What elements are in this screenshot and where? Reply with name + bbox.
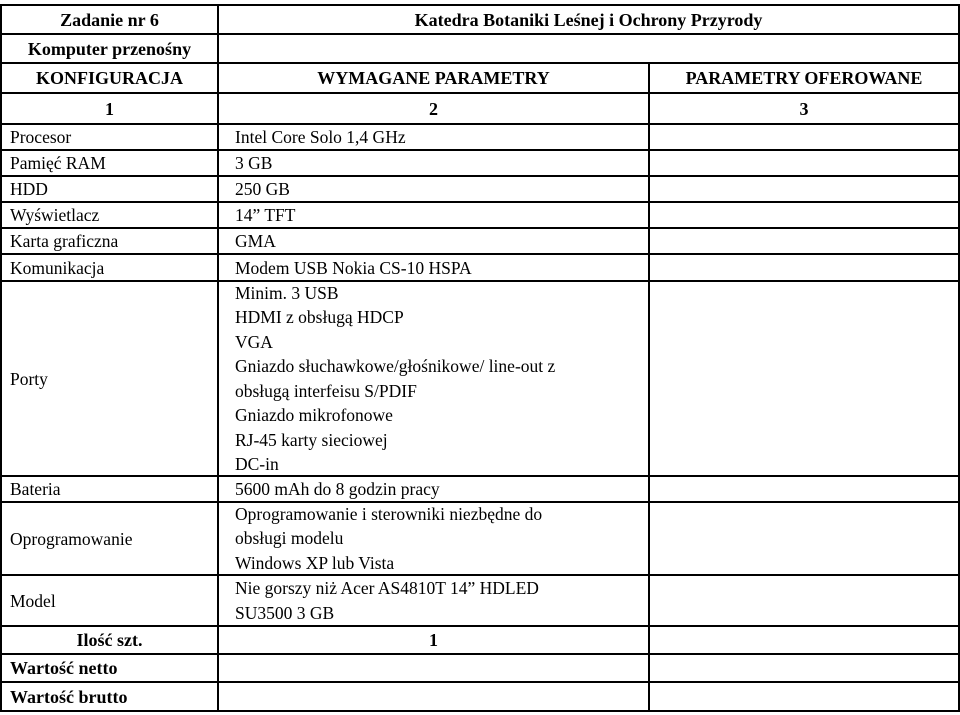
column-header-offered: PARAMETRY OFEROWANE xyxy=(648,62,960,94)
row-value-software xyxy=(217,501,650,576)
gross-value-offered-cell xyxy=(648,681,960,712)
subject-empty-cell xyxy=(217,33,960,64)
value-line: 14” TFT xyxy=(235,205,296,225)
row-label-ram: Pamięć RAM xyxy=(0,149,219,177)
row-label-display: Wyświetlacz xyxy=(0,201,219,229)
value-line: Gniazdo mikrofonowe xyxy=(235,405,393,425)
value-line: Nie gorszy niż Acer AS4810T 14” HDLED xyxy=(235,578,539,598)
offered-cell-model xyxy=(648,574,960,627)
column-header-config: KONFIGURACJA xyxy=(0,62,219,94)
offered-cell-communication xyxy=(648,253,960,282)
value-line: SU3500 3 GB xyxy=(235,602,335,623)
row-value-battery xyxy=(217,475,650,503)
value-line: Windows XP lub Vista xyxy=(235,552,395,573)
value-line: Oprogramowanie i sterowniki niezbędne do xyxy=(235,503,543,524)
value-line: RJ-45 karty sieciowej xyxy=(235,429,388,450)
column-number-1: 1 xyxy=(0,92,219,125)
row-value-graphics xyxy=(217,227,650,255)
offered-cell-hdd xyxy=(648,175,960,203)
net-value-label: Wartość netto xyxy=(0,653,219,683)
row-label-communication: Komunikacja xyxy=(0,253,219,282)
row-label-ports: Porty xyxy=(0,280,219,477)
row-value-procesor xyxy=(217,123,650,151)
column-number-2: 2 xyxy=(217,92,650,125)
quantity-label: Ilość szt. xyxy=(0,625,219,655)
offered-cell-graphics xyxy=(648,227,960,255)
value-line: 3 GB xyxy=(235,153,273,173)
department-name: Katedra Botaniki Leśnej i Ochrony Przyrody xyxy=(217,4,960,35)
row-label-procesor: Procesor xyxy=(0,123,219,151)
row-value-ram xyxy=(217,149,650,177)
row-value-model xyxy=(217,574,650,627)
value-line: 5600 mAh do 8 godzin pracy xyxy=(235,479,440,499)
offered-cell-ports xyxy=(648,280,960,477)
row-value-ports xyxy=(217,280,650,477)
subject-title: Komputer przenośny xyxy=(0,33,219,64)
gross-value-label: Wartość brutto xyxy=(0,681,219,712)
value-line: 250 GB xyxy=(235,179,290,199)
row-label-model: Model xyxy=(0,574,219,627)
net-value-required-cell xyxy=(217,653,650,683)
value-line: DC-in xyxy=(235,454,279,474)
row-label-graphics: Karta graficzna xyxy=(0,227,219,255)
offered-cell-software xyxy=(648,501,960,576)
row-value-communication xyxy=(217,253,650,282)
value-line: VGA xyxy=(235,331,273,352)
value-line: HDMI z obsługą HDCP xyxy=(235,307,404,327)
offered-cell-ram xyxy=(648,149,960,177)
task-number: Zadanie nr 6 xyxy=(0,4,219,35)
value-line: obsługi modelu xyxy=(235,528,344,549)
row-value-hdd xyxy=(217,175,650,203)
net-value-offered-cell xyxy=(648,653,960,683)
quantity-value: 1 xyxy=(217,625,650,655)
value-line: Minim. 3 USB xyxy=(235,282,339,303)
value-line: obsługą interfeisu S/PDIF xyxy=(235,380,417,401)
gross-value-required-cell xyxy=(217,681,650,712)
row-label-software: Oprogramowanie xyxy=(0,501,219,576)
quantity-offered-cell xyxy=(648,625,960,655)
value-line: Gniazdo słuchawkowe/głośnikowe/ line-out z xyxy=(235,356,556,376)
column-header-required: WYMAGANE PARAMETRY xyxy=(217,62,650,94)
column-number-3: 3 xyxy=(648,92,960,125)
row-label-hdd: HDD xyxy=(0,175,219,203)
row-label-battery: Bateria xyxy=(0,475,219,503)
value-line: GMA xyxy=(235,231,276,251)
row-value-display xyxy=(217,201,650,229)
offered-cell-battery xyxy=(648,475,960,503)
value-line: Intel Core Solo 1,4 GHz xyxy=(235,127,406,147)
offered-cell-display xyxy=(648,201,960,229)
value-line: Modem USB Nokia CS-10 HSPA xyxy=(235,257,472,278)
offered-cell-procesor xyxy=(648,123,960,151)
